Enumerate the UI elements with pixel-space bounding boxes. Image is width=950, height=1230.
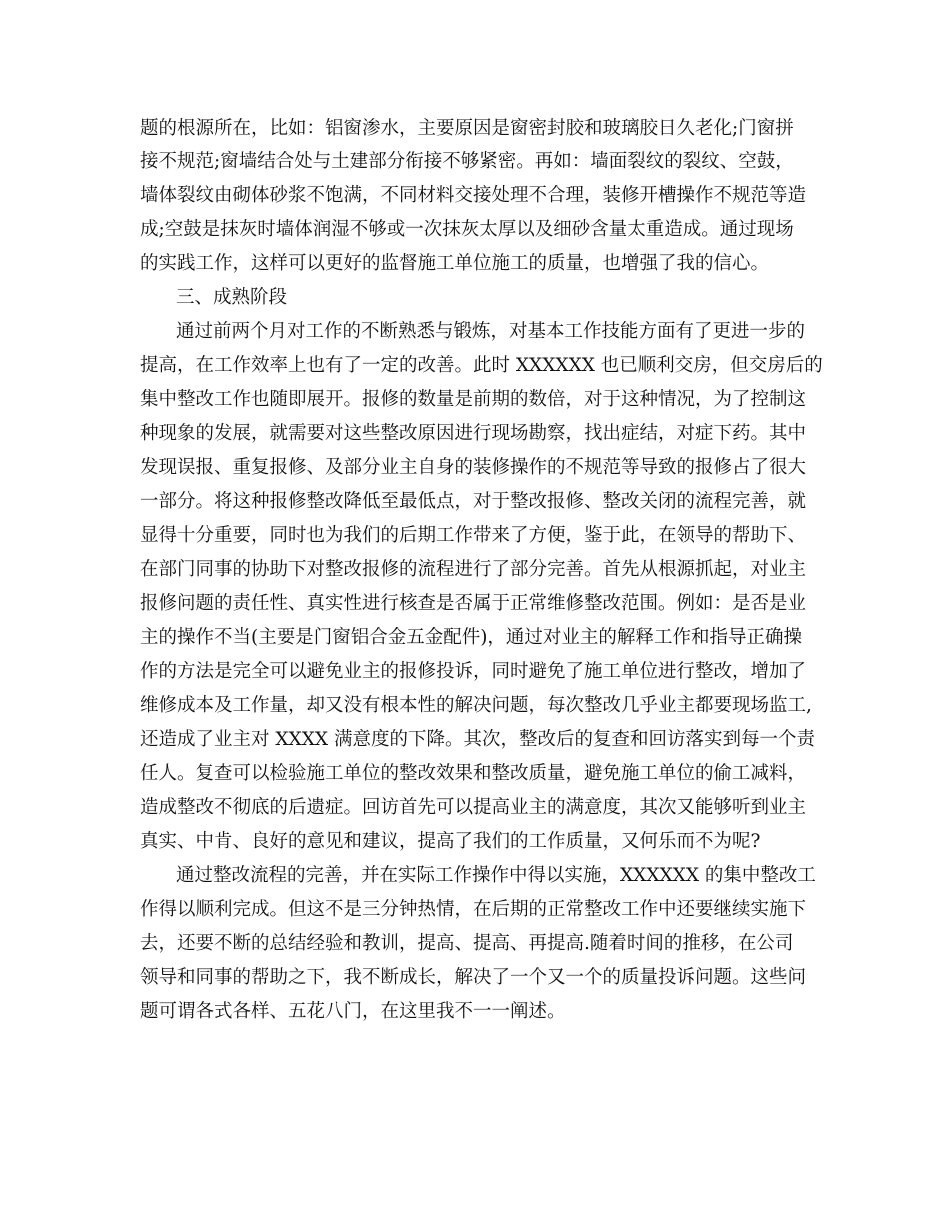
text-line: 在部门同事的协助下对整改报修的流程进行了部分完善。首先从根源抓起，对业主 [140,559,807,580]
text-line: 题的根源所在，比如：铝窗渗水，主要原因是窗密封胶和玻璃胶日久老化;门窗拼 [140,118,794,139]
text-line: 去，还要不断的总结经验和教训，提高、提高、再提高.随着时间的推移，在公司 [140,933,794,954]
text-line: 作的方法是完全可以避免业主的报修投诉，同时避免了施工单位进行整改，增加了 [140,661,807,682]
text-line: 还造成了业主对 XXXX 满意度的下降。其次，整改后的复查和回访落实到每一个责 [140,729,815,750]
section-heading: 三、成熟阶段 [176,287,288,308]
text-line: 种现象的发展，就需要对这些整改原因进行现场勘察，找出症结，对症下药。其中 [140,423,807,444]
text-line: 的实践工作，这样可以更好的监督施工单位施工的质量，也增强了我的信心。 [140,253,770,274]
text-line: 成;空鼓是抹灰时墙体润湿不够或一次抹灰太厚以及细砂含量太重造成。通过现场 [140,219,794,240]
text-line: 任人。复查可以检验施工单位的整改效果和整改质量，避免施工单位的偷工减料， [140,763,807,784]
text-line: 一部分。将这种报修整改降低至最低点，对于整改报修、整改关闭的流程完善，就 [140,491,807,512]
text-line: 通过整改流程的完善，并在实际工作操作中得以实施，XXXXXX 的集中整改工 [176,865,816,886]
text-line: 集中整改工作也随即展开。报修的数量是前期的数倍，对于这种情况，为了控制这 [140,389,807,410]
text-line: 领导和同事的帮助之下，我不断成长，解决了一个又一个的质量投诉问题。这些问 [140,967,807,988]
text-line: 报修问题的责任性、真实性进行核查是否属于正常维修整改范围。例如：是否是业 [140,593,807,614]
text-line: 发现误报、重复报修、及部分业主自身的装修操作的不规范等导致的报修占了很大 [140,457,807,478]
text-line: 显得十分重要，同时也为我们的后期工作带来了方便，鉴于此，在领导的帮助下、 [140,525,807,546]
text-line: 通过前两个月对工作的不断熟悉与锻炼，对基本工作技能方面有了更进一步的 [176,321,806,342]
text-line: 造成整改不彻底的后遗症。回访首先可以提高业主的满意度，其次又能够听到业主 [140,797,807,818]
text-line: 提高，在工作效率上也有了一定的改善。此时 XXXXXX 也已顺利交房，但交房后的 [140,355,823,376]
text-line: 墙体裂纹由砌体砂浆不饱满，不同材料交接处理不合理，装修开槽操作不规范等造 [140,185,807,206]
text-line: 接不规范;窗墙结合处与土建部分衔接不够紧密。再如：墙面裂纹的裂纹、空鼓， [140,151,794,172]
text-line: 真实、中肯、良好的意见和建议，提高了我们的工作质量，又何乐而不为呢? [140,831,761,852]
text-line: 题可谓各式各样、五花八门，在这里我不一一阐述。 [140,1001,566,1022]
text-line: 主的操作不当(主要是门窗铝合金五金配件)，通过对业主的解释工作和指导正确操 [140,627,802,648]
text-line: 作得以顺利完成。但这不是三分钟热情，在后期的正常整改工作中还要继续实施下 [140,899,807,920]
text-line: 维修成本及工作量，却又没有根本性的解决问题，每次整改几乎业主都要现场监工, [140,695,812,716]
